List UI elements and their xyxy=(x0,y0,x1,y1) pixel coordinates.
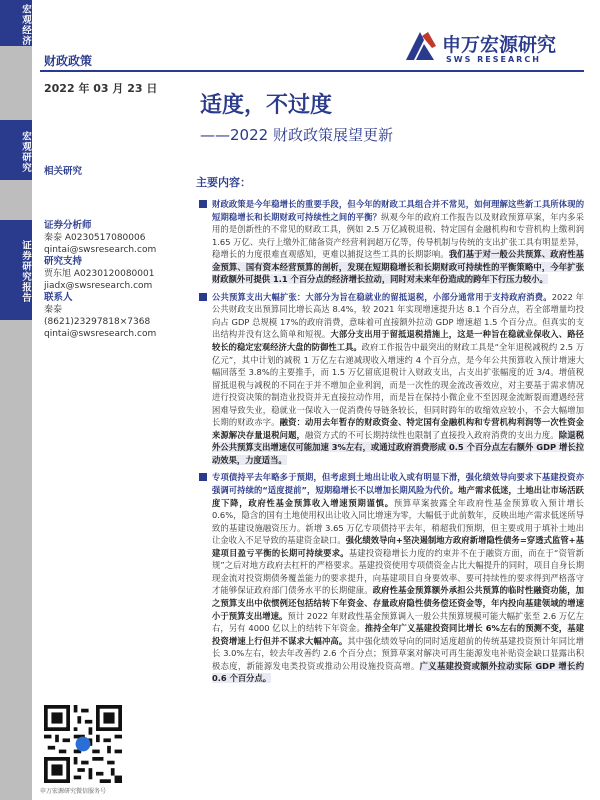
contact-phone: (8621)23297818×7368 xyxy=(44,317,151,327)
contact-name: 秦泰 xyxy=(44,305,63,315)
contact-email[interactable]: qintai@swsresearch.com xyxy=(44,329,157,339)
contact-label: 联系人 xyxy=(44,292,73,303)
p3-body-3: 预计 2022 年财政性基金预算调入一般公共预算规模可能大幅扩张至 2.6 万亿左右，另有 4000 亿以上的结转下年资金。 xyxy=(212,610,584,634)
report-title: 适度，不过度 xyxy=(200,93,333,118)
p3-mid-2: 强化绩效导向+坚决遏制地方政府新增隐性债务=穿透式监管+基建项目盈亏平衡的长期可持续要求。 xyxy=(212,535,584,558)
band-label-mid: 宏观研究 xyxy=(0,120,32,180)
logo-mark-icon xyxy=(402,28,438,64)
square-bullet-icon xyxy=(199,293,207,301)
left-band xyxy=(0,0,32,800)
p1-lead: 财政政策是今年稳增长的重要手段，但今年的财政工具组合并不常见，如何理解这些新工具所体现的短期稳增长和长期财政可持续性之间的平衡？ xyxy=(212,199,584,222)
p2-body-1: 2022 年公共财政支出预算同比增长高达 8.4%，较 2021 年实现增速提升达 8.1 个百分点，若全部增量均投向占 GDP 总规模 17%的政府消费，意味着可直接额外拉动 GDP 增速超 1.5 个百分点。但真实的支出结构并没有这么简单和短视。 xyxy=(212,291,584,340)
p2-body-2: 政府工作报告中最突出的财政工具是“全年退税减税约 2.5 万亿元”，其中计划的减税 1 万亿左右递减现收入增速约 4 个百分点，是今年公共预算收入预计增速大幅回落至 3.8%的主要推手，而 1.5 万亿留底退税计入财政支出，占支出扩张幅度的近 3/4。增值税留抵退税与减税的不同在于并不增加企业利润，而是一次性的现金流改善效应，对主要基于需求情况进行投资决策的制造业投资并无直接拉动作用，而是旨在保持小微企业不至因现金流断裂而遭遇经营困难导致失业，稳就业一保收入一促消费传导链条较长，但同时跨年的收缩效应较小，不会大幅增加长期的财政赤字。 xyxy=(212,342,584,428)
band-label-top: 宏观经济 xyxy=(0,0,32,46)
p3-body-1: 预算草案披露全年政府性基金预算收入预计增长 0.6%，隐含的国有土地使用权出让收入同比增速为零，大幅低于此前数年，反映出地产需求低迷所导致的基建设施融资压力。新增 3.65 万亿专项债持平去年，稍超我们预期，但主要或用于填补土地出让金收入不足导致的基建资金缺口。 xyxy=(212,497,584,546)
p3-mid-3: 政府性基金预算额外承担公共预算的临时性融资功能，加之预算支出中依惯例还包括结转下年资金、存量政府隐性债务偿还资金等，年内投向基建领域的增速小于预算支出增速。 xyxy=(212,585,584,621)
company-logo xyxy=(402,22,572,70)
qr-caption: 申万宏源研究微信服务号 xyxy=(40,788,107,795)
analyst-label: 证券分析师 xyxy=(44,220,92,231)
p3-body-2: 基建投资稳增长力度的约束并不在于融资方面，而在于“资管新规”之后对地方政府去杠杆的严格要求。基建投资使用专项债资金占比大幅提升的同时，项目自身长期现金流对投资期债务覆盖能力的要求提升，向基建项目自身要效率、要可持续性的要求得到严格落守才能够保证政府部门债务水平的长期健康。 xyxy=(212,547,584,596)
main-heading: 主要内容： xyxy=(196,176,251,189)
p3-mid-4: 推持全年广义基建投资同比增长 6%左右的预测不变，基建投资增速上行但并不谋求大幅冲高。 xyxy=(212,623,584,646)
summary-paragraph-1 xyxy=(196,198,584,286)
p3-body-4: 其中强化绩效导向的同时适度超前的传统基建投资预计年同比增长 3.0%左右，较去年改善约 2.6 个百分点；预算草案对解决可再生能源发电补贴资金缺口显露出积极态度，新能源发电类投资或推动公用设施投资高增。 xyxy=(212,635,584,671)
assistant-email[interactable]: jiadx@swsresearch.com xyxy=(44,281,153,291)
p2-lead: 公共预算支出大幅扩张：大部分为旨在稳就业的留抵退税，小部分通常用于支持政府消费。 xyxy=(212,291,552,302)
analyst-name: 秦泰 A0230517080006 xyxy=(44,233,146,243)
report-subtitle: ——2022 财政政策展望更新 xyxy=(200,126,393,144)
p2-body-3: 融资方式的不可长期持续性也限制了直接投入政府消费的支出力度。 xyxy=(305,429,559,440)
p2-mid-1: 大部分支出用于留抵退税措施上，这是一种旨在稳就业保收入、路径较长的稳定宏观经济大盘的防御性工具。 xyxy=(212,329,584,353)
analyst-email[interactable]: qintai@swsresearch.com xyxy=(44,245,157,255)
p3-lead: 专项债持平去年略多于预期，但考虑到土地出让收入或有明显下滑，强化绩效导向要求下基建投资亦强调可持续的“适度提前”，短期稳增长不以增加长期风险为代价。 xyxy=(212,472,584,496)
band-label-bottom: 证券研究报告 xyxy=(0,220,32,320)
header-divider xyxy=(40,70,584,72)
p1-tail: 我们基于对一般公共预算、政府性基金预算、国有资本经营预算的剖析，发现在短期稳增长和长期财政可持续性的平衡策略中，今年扩张财政额外可提供 1.1 个百分点的经济增长拉动，同时对未来年份造成的跨年下行压力较小。 xyxy=(212,249,584,285)
related-research xyxy=(44,166,184,178)
assistant-name: 贾东旭 A0230120080001 xyxy=(44,269,155,279)
square-bullet-icon xyxy=(199,200,207,208)
summary-paragraph-3 xyxy=(196,471,584,684)
p2-mid-2: 融资：动用去年暂存的财政资金、特定国有金融机构和专营机构利润等一次性资金来源解决存量退税问题， xyxy=(212,417,584,440)
p2-tail: 除退税外公共预算支出增速仅可能加速 3%左右，或通过政府消费形成 0.5 个百分点左右额外 GDP 增长拉动效果，力度适当。 xyxy=(212,429,584,465)
logo-text-en: SWS RESEARCH xyxy=(446,55,541,64)
analyst-info xyxy=(44,220,184,340)
qr-code-icon xyxy=(44,705,122,783)
logo-text-cn: 申万宏源研究 xyxy=(442,34,557,56)
p3-tail: 广义基建投资或额外拉动实际 GDP 增长约 0.6 个百分点。 xyxy=(212,660,584,684)
p3-mid-1: 地产需求低迷，土地出让市场活跃度下降，政府性基金预算收入增速预期谨慎。 xyxy=(212,485,584,508)
assistant-label: 研究支持 xyxy=(44,256,83,267)
square-bullet-icon xyxy=(199,473,207,481)
p1-body: 纵观今年的政府工作报告以及财政预算草案，年内多采用的是创新性的不常见的财政工具，例如 2.5 万亿减税退税、特定国有金融机构和专营机构上缴利润 1.65 万亿、央行上缴外汇储备资产经营利润超万亿等，传导机制与传统的支出扩张工具有明显差异，稳增长的力度很难直观感知，更难以捕捉这些工具的长期影响。 xyxy=(212,211,584,260)
report-date: 2022 年 03 月 23 日 xyxy=(44,82,158,95)
summary-paragraph-2 xyxy=(196,291,584,467)
related-research-label: 相关研究 xyxy=(44,166,83,177)
main-content xyxy=(196,174,584,690)
section-label: 财政政策 xyxy=(44,54,93,68)
